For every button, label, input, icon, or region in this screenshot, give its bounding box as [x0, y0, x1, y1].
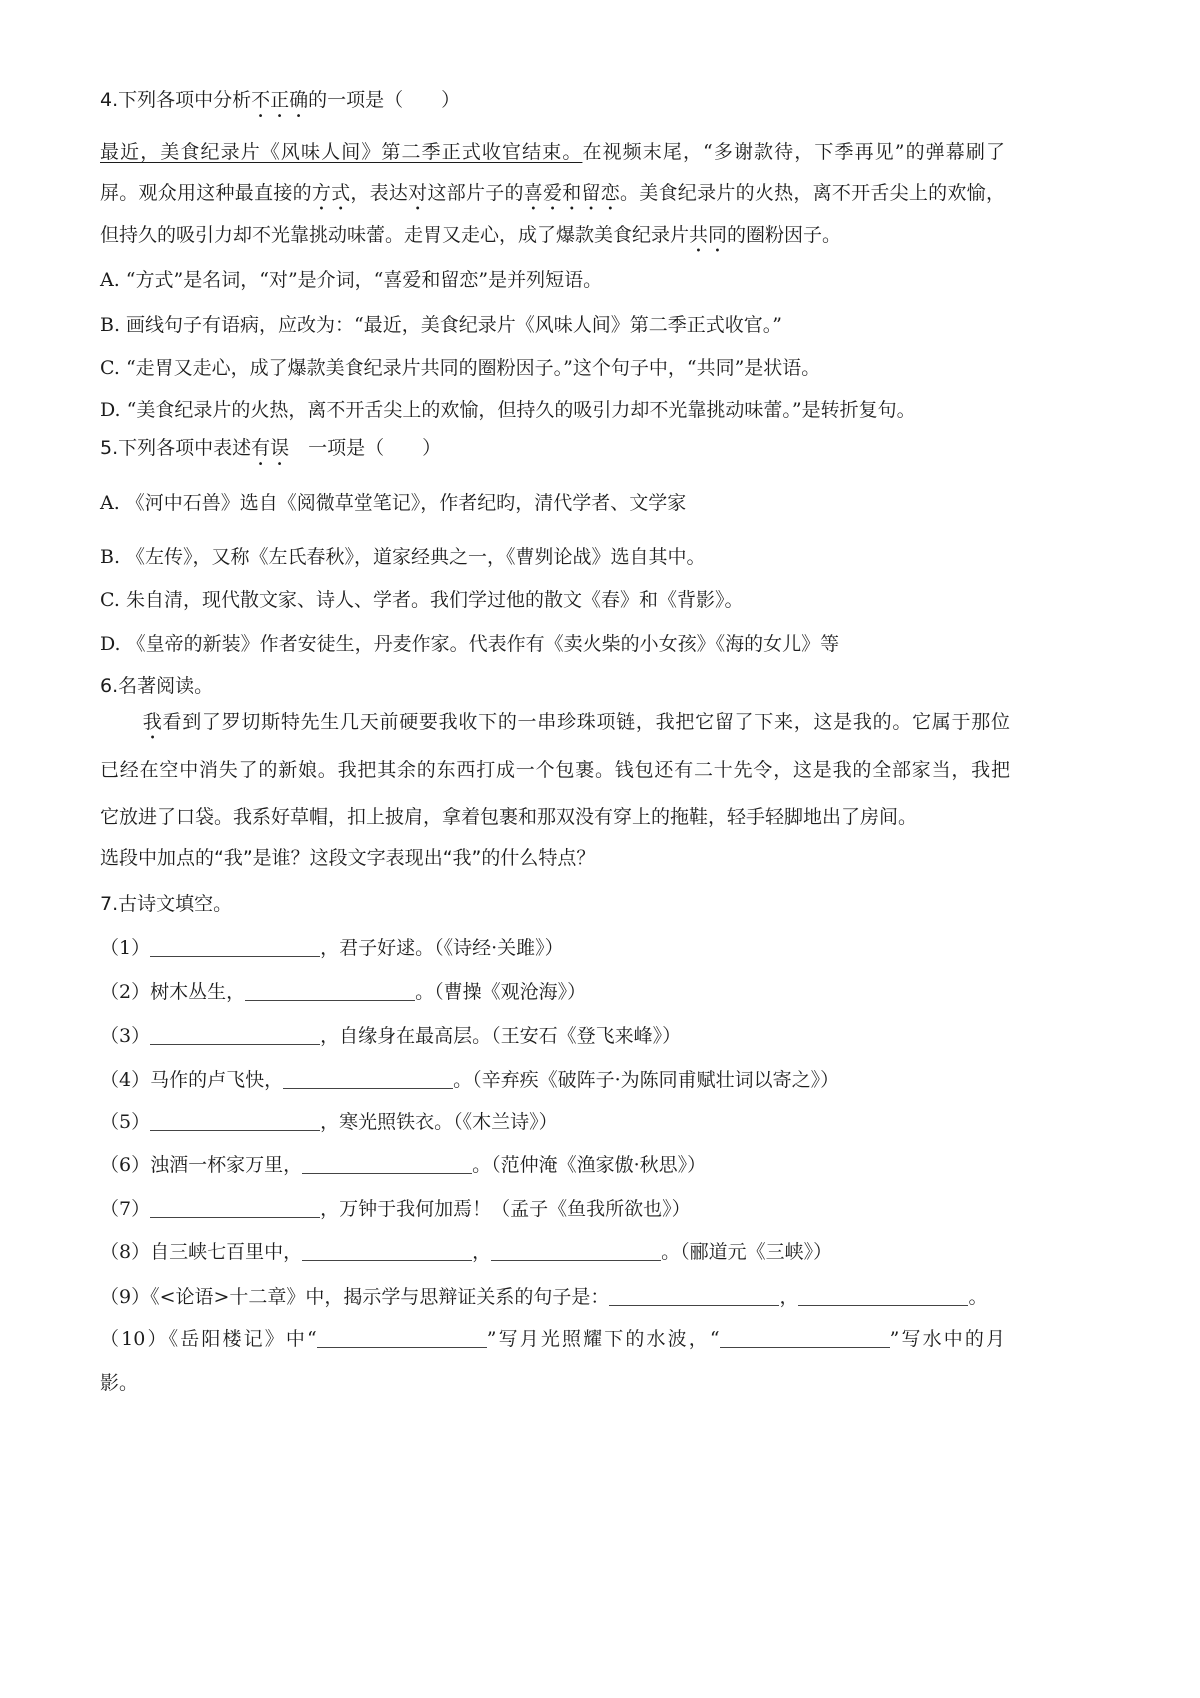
emphasis-dotted-text: 喜爱和留恋 — [523, 182, 621, 204]
answer-blank — [798, 1286, 968, 1306]
text-run: ”写月光照耀下的水波，“ — [486, 1328, 720, 1350]
answer-blank — [302, 1154, 472, 1174]
text-run: （9）《<论语>十二章》中，揭示学与思辩证关系的句子是： — [100, 1286, 610, 1308]
question-4-passage — [100, 132, 1005, 257]
text-run: （7） — [100, 1198, 151, 1220]
emphasis-dotted-text: 对 — [408, 182, 428, 204]
answer-blank — [317, 1328, 487, 1348]
text-run: 。（范仲淹《渔家傲·秋思》） — [472, 1154, 707, 1176]
text-line — [100, 699, 1010, 747]
question-4-option-b: B. 画线句子有语病，应改为：“最近，美食纪录片《风味人间》第二季正式收官。” — [100, 314, 782, 336]
fill-in-item-1 — [100, 928, 564, 968]
text-line — [100, 1317, 1005, 1361]
text-run: ”写水中的月 — [889, 1328, 1005, 1350]
text-line — [100, 1277, 987, 1317]
text-run: ，君子好逑。（《诗经·关雎》） — [320, 937, 564, 959]
text-line — [100, 747, 1010, 795]
text-line — [100, 1060, 839, 1100]
answer-blank — [283, 1069, 453, 1089]
text-run: ，表达 — [350, 182, 409, 204]
answer-blank — [150, 937, 320, 957]
text-run: ， — [472, 1241, 492, 1263]
text-run: 看到了罗切斯特先生几天前硬要我收下的一串珍珠项链，我把它留了下来，这是我的。它属于那位 — [162, 711, 1010, 733]
text-line — [100, 1016, 681, 1056]
text-line — [100, 1361, 1005, 1405]
text-run: 。（曹操《观沧海》） — [415, 981, 587, 1003]
text-run: （8）自三峡七百里中， — [100, 1241, 303, 1263]
text-line — [100, 173, 1005, 215]
fill-in-item-3 — [100, 1016, 681, 1056]
text-line — [100, 794, 1010, 842]
fill-in-item-6 — [100, 1145, 706, 1185]
text-line — [100, 428, 441, 470]
question-5-option-d: D. 《皇帝的新装》作者安徒生，丹麦作家。代表作有《卖火柴的小女孩》《海的女儿》等 — [100, 633, 840, 655]
emphasis-dotted-text: 方式 — [311, 182, 351, 204]
underlined-sentence: 最近，美食纪录片《风味人间》第二季正式收官结束。 — [100, 141, 583, 163]
emphasis-dotted-text: 共同 — [689, 224, 728, 246]
question-5-option-a: A. 《河中石兽》选自《阅微草堂笔记》，作者纪昀，清代学者、文学家 — [100, 492, 687, 514]
text-run: 5.下列各项中表述 — [100, 437, 252, 459]
text-run: （1） — [100, 937, 151, 959]
text-run: 一项是（ ） — [289, 437, 442, 459]
question-4-option-d: D. “美食纪录片的火热，离不开舌尖上的欢愉，但持久的吸引力却不光靠挑动味蕾。”是转折复句。 — [100, 399, 916, 421]
text-line — [100, 1102, 558, 1142]
text-run: （2）树木丛生， — [100, 981, 246, 1003]
text-line — [100, 80, 460, 122]
answer-blank — [491, 1241, 661, 1261]
question-5-option-b: B. 《左传》，又称《左氏春秋》，道家经典之一，《曹刿论战》选自其中。 — [100, 546, 706, 568]
fill-in-item-9 — [100, 1277, 987, 1317]
fill-in-item-5 — [100, 1102, 558, 1142]
text-line — [100, 928, 564, 968]
text-run: （5） — [100, 1111, 151, 1133]
answer-blank — [609, 1286, 779, 1306]
answer-blank — [302, 1241, 472, 1261]
question-6-heading: 6.名著阅读。 — [100, 675, 214, 697]
text-run: ，寒光照铁衣。（《木兰诗》） — [320, 1111, 558, 1133]
text-run: 但持久的吸引力却不光靠挑动味蕾。走胃又走心，成了爆款美食纪录片 — [100, 224, 690, 246]
text-run: 的一项是（ ） — [308, 89, 461, 111]
text-run: （6）浊酒一杯家万里， — [100, 1154, 303, 1176]
question-6-prompt: 选段中加点的“我”是谁？这段文字表现出“我”的什么特点？ — [100, 847, 596, 869]
answer-blank — [150, 1198, 320, 1218]
emphasis-dotted-text: 有误 — [251, 437, 290, 459]
emphasis-dotted-text: 我 — [142, 711, 163, 733]
answer-blank — [720, 1328, 890, 1348]
question-5-option-c: C. 朱自清，现代散文家、诗人、学者。我们学过他的散文《春》和《背影》。 — [100, 589, 744, 611]
question-4-stem — [100, 80, 460, 122]
fill-in-item-8 — [100, 1232, 832, 1272]
text-run: 它放进了口袋。我系好草帽，扣上披肩，拿着包裹和那双没有穿上的拖鞋，轻手轻脚地出了房间。 — [100, 806, 918, 828]
text-line — [100, 215, 1005, 257]
fill-in-item-10 — [100, 1317, 1005, 1405]
answer-blank — [150, 1025, 320, 1045]
question-4-option-a: A. “方式”是名词，“对”是介词，“喜爱和留恋”是并列短语。 — [100, 269, 603, 291]
text-line — [100, 132, 1005, 173]
text-run: 影。 — [100, 1372, 139, 1394]
text-run: 在视频末尾，“多谢款待，下季再见”的弹幕刷了 — [582, 141, 1005, 163]
text-line — [100, 1232, 832, 1272]
text-line — [100, 1189, 691, 1229]
text-run: 已经在空中消失了的新娘。我把其余的东西打成一个包裹。钱包还有二十先令，这是我的全部家当，我把 — [100, 758, 1010, 781]
answer-blank — [150, 1111, 320, 1131]
fill-in-item-7 — [100, 1189, 691, 1229]
text-line — [100, 1145, 706, 1185]
question-7-heading: 7.古诗文填空。 — [100, 893, 233, 915]
emphasis-dotted-text: 不正确 — [251, 89, 309, 111]
text-run: 。（郦道元《三峡》） — [661, 1241, 833, 1263]
text-run: ，万钟于我何加焉！（孟子《鱼我所欲也》） — [320, 1198, 691, 1220]
question-4-option-c: C. “走胃又走心，成了爆款美食纪录片共同的圈粉因子。”这个句子中，“共同”是状语。 — [100, 357, 821, 379]
text-run: 的圈粉因子。 — [727, 224, 842, 246]
text-run: （10）《岳阳楼记》中“ — [100, 1328, 317, 1350]
question-5-stem — [100, 428, 441, 470]
text-run: （3） — [100, 1025, 151, 1047]
fill-in-item-4 — [100, 1060, 839, 1100]
text-run: 4.下列各项中分析 — [100, 89, 252, 111]
fill-in-item-2 — [100, 972, 586, 1012]
text-run: 。 — [968, 1286, 988, 1308]
text-run: 。（辛弃疾《破阵子·为陈同甫赋壮词以寄之》） — [453, 1069, 840, 1091]
text-run: 屏。观众用这种最直接的 — [100, 182, 312, 204]
text-line — [100, 972, 586, 1012]
text-run: ，自缘身在最高层。（王安石《登飞来峰》） — [320, 1025, 682, 1047]
text-run: ， — [779, 1286, 799, 1308]
answer-blank — [245, 981, 415, 1001]
text-run: 这部片子的 — [427, 182, 524, 204]
text-run: 。美食纪录片的火热，离不开舌尖上的欢愉， — [620, 182, 1005, 204]
question-6-passage — [100, 699, 1010, 842]
text-run: （4）马作的卢飞快， — [100, 1069, 284, 1091]
